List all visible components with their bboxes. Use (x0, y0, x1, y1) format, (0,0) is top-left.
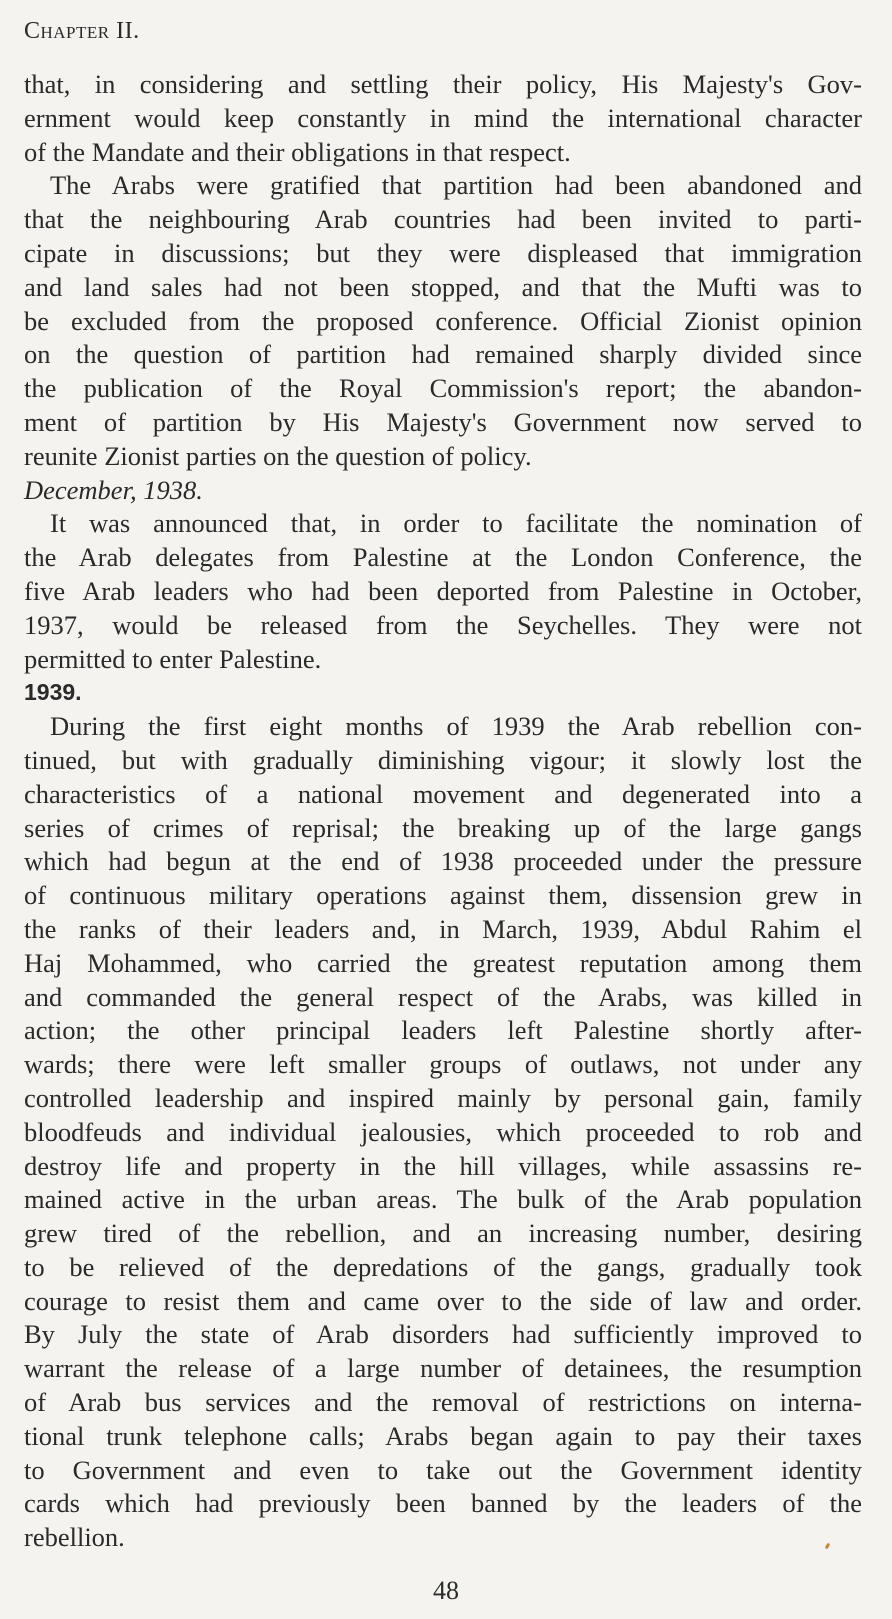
text-line: which had begun at the end of 1938 proceeded under the pressure (24, 846, 862, 877)
text-line: be excluded from the proposed conference. Official Zionist opinion (24, 305, 862, 336)
text-line: on the question of partition had remained sharply divided since (24, 339, 862, 370)
text-line: tinued, but with gradually diminishing vigour; it slowly lost the (24, 744, 862, 775)
text-line: the publication of the Royal Commission's report; the abandon- (24, 373, 862, 404)
text-line: During the first eight months of 1939 the Arab rebellion con- (50, 711, 862, 742)
paragraph (24, 710, 862, 1555)
text-line: 1939. (24, 679, 82, 706)
text-line: It was announced that, in order to facilitate the nomination of (50, 508, 862, 539)
page-body (24, 68, 862, 1555)
text-line: to be relieved of the depredations of the gangs, gradually took (24, 1251, 862, 1282)
text-line: tional trunk telephone calls; Arabs began again to pay their taxes (24, 1420, 862, 1451)
section-heading (24, 474, 862, 508)
page-number: 48 (433, 1576, 459, 1605)
text-line: controlled leadership and inspired mainly by personal gain, family (24, 1082, 862, 1113)
text-line: that, in considering and settling their policy, His Majesty's Gov- (24, 69, 862, 99)
text-line: The Arabs were gratified that partition had been abandoned and (50, 170, 862, 201)
text-line: that the neighbouring Arab countries had been invited to parti- (24, 204, 862, 235)
paragraph (24, 507, 862, 676)
text-line: to Government and even to take out the Government identity (24, 1454, 862, 1485)
paragraph (24, 68, 862, 169)
text-line: series of crimes of reprisal; the breaking up of the large gangs (24, 812, 862, 843)
chapter-heading: Chapter II. (24, 18, 140, 44)
text-line: of continuous military operations against them, dissension grew in (24, 880, 862, 911)
text-line: cipate in discussions; but they were displeased that immigration (24, 237, 862, 268)
text-line: the Arab delegates from Palestine at the London Conference, the (24, 542, 862, 573)
text-line: By July the state of Arab disorders had sufficiently improved to (24, 1319, 862, 1350)
text-line: bloodfeuds and individual jealousies, which proceeded to rob and (24, 1116, 862, 1147)
paragraph (24, 169, 862, 473)
text-line: ment of partition by His Majesty's Government now served to (24, 406, 862, 437)
text-line: the ranks of their leaders and, in March, 1939, Abdul Rahim el (24, 913, 862, 944)
text-line: reunite Zionist parties on the question of policy. (24, 440, 532, 471)
text-line: rebellion. (24, 1522, 125, 1553)
section-heading (24, 676, 862, 710)
text-line: cards which had previously been banned by the leaders of the (24, 1488, 862, 1519)
text-line: 1937, would be released from the Seychelles. They were not (24, 609, 862, 640)
text-line: characteristics of a national movement and degenerated into a (24, 778, 862, 809)
text-line: five Arab leaders who had been deported from Palestine in October, (24, 575, 862, 606)
text-line: permitted to enter Palestine. (24, 643, 322, 674)
text-line: and land sales had not been stopped, and that the Mufti was to (24, 271, 862, 302)
text-line: of Arab bus services and the removal of restrictions on interna- (24, 1387, 862, 1418)
text-line: December, 1938. (24, 474, 203, 505)
text-line: and commanded the general respect of the Arabs, was killed in (24, 981, 862, 1012)
text-line: wards; there were left smaller groups of outlaws, not under any (24, 1049, 862, 1080)
text-line: action; the other principal leaders left Palestine shortly after- (24, 1015, 862, 1046)
text-line: of the Mandate and their obligations in that respect. (24, 136, 571, 167)
text-line: courage to resist them and came over to the side of law and order. (24, 1285, 862, 1316)
text-line: mained active in the urban areas. The bulk of the Arab population (24, 1184, 862, 1215)
text-line: ernment would keep constantly in mind the international character (24, 102, 862, 133)
text-line: destroy life and property in the hill villages, while assassins re- (24, 1150, 862, 1181)
text-line: Haj Mohammed, who carried the greatest reputation among them (24, 947, 862, 978)
text-line: grew tired of the rebellion, and an increasing number, desiring (24, 1218, 862, 1249)
text-line: warrant the release of a large number of detainees, the resumption (24, 1353, 862, 1384)
